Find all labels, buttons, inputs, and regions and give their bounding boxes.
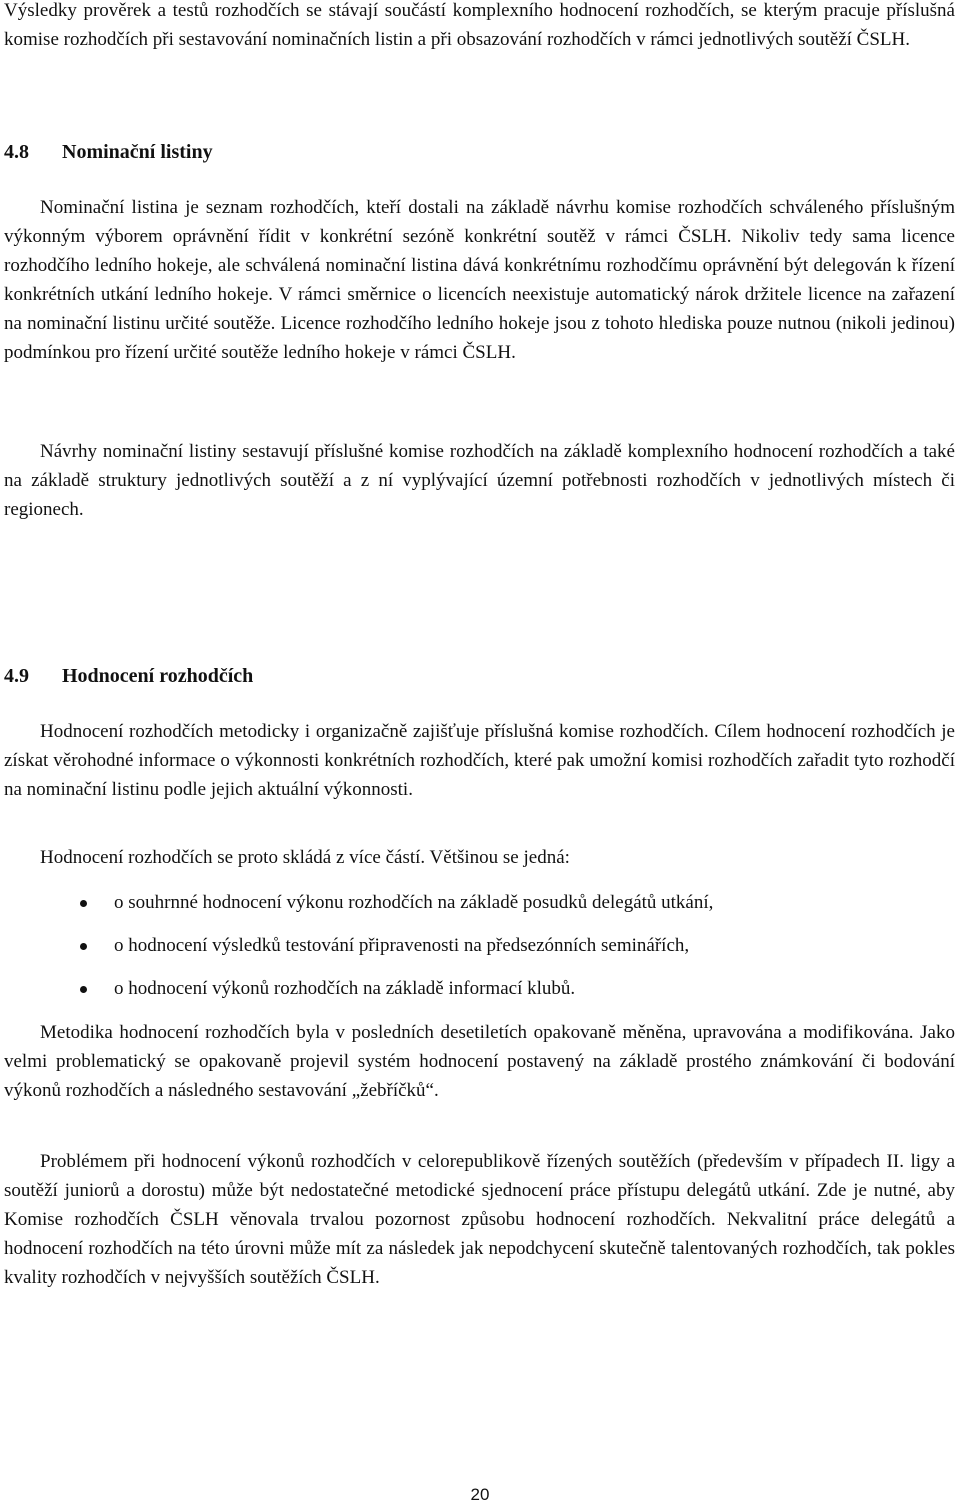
section-4-9-paragraph-2: Metodika hodnocení rozhodčích byla v posledních desetiletích opakovaně měněna, upravována a modifikována. Jako velmi problematický se opakovaně projevil systém hodnocení postavený na základě prostého známkování či bodování výkonů rozhodčích a následného sestavování „žebříčků“.: [4, 1022, 955, 1101]
intro-paragraph: Výsledky prověrek a testů rozhodčích se stávají součástí komplexního hodnocení rozhodčích, se kterým pracuje příslušná komise rozhodčích při sestavování nominačních listin a při obsazování rozhodčích v rámci jednotlivých soutěží ČSLH.: [4, 0, 955, 50]
list-item: [0, 974, 960, 1017]
evaluation-list: [0, 888, 960, 1017]
list-item-text: o souhrnné hodnocení výkonu rozhodčích na základě posudků delegátů utkání,: [114, 892, 714, 913]
bullet-icon: [80, 943, 87, 950]
section-4-9-title: Hodnocení rozhodčích: [62, 665, 254, 687]
section-4-8-number: 4.8: [4, 141, 29, 163]
list-intro: Hodnocení rozhodčích se proto skládá z více částí. Většinou se jedná:: [40, 847, 570, 868]
bullet-icon: [80, 986, 87, 993]
list-item: [0, 888, 960, 931]
page-number: 20: [470, 1485, 490, 1504]
list-item-text: o hodnocení výsledků testování připravenosti na předsezónních seminářích,: [114, 935, 690, 956]
section-4-8-paragraph-2: Návrhy nominační listiny sestavují příslušné komise rozhodčích na základě komplexního hodnocení rozhodčích a také na základě struktury jednotlivých soutěží a z ní vyplývající územní potřebnosti rozhodčích v jednotlivých místech či regionech.: [4, 441, 955, 520]
section-4-9-number: 4.9: [4, 665, 29, 687]
section-4-8-title: Nominační listiny: [62, 141, 213, 163]
section-4-8-heading: [4, 138, 213, 166]
section-4-9-heading: [4, 662, 253, 690]
bullet-icon: [80, 900, 87, 907]
list-item-text: o hodnocení výkonů rozhodčích na základě informací klubů.: [114, 978, 576, 999]
section-4-9-paragraph-3: Problémem při hodnocení výkonů rozhodčích v celorepublikově řízených soutěžích (především v případech II. ligy a soutěží juniorů a dorostu) může být nedostatečné metodické sjednocení práce přístupu delegátů utkání. Zde je nutné, aby Komise rozhodčích ČSLH věnovala trvalou pozornost způsobu hodnocení rozhodčích. Nekvalitní práce delegátů a hodnocení rozhodčích na této úrovni může mít za následek jak nepodchycení skutečně talentovaných rozhodčích, tak pokles kvality rozhodčích v nejvyšších soutěžích ČSLH.: [4, 1151, 955, 1288]
section-4-9-paragraph-1: Hodnocení rozhodčích metodicky i organizačně zajišťuje příslušná komise rozhodčích. Cílem hodnocení rozhodčích je získat věrohodné informace o výkonnosti konkrétních rozhodčích, které pak umožní komisi rozhodčích zařadit tyto rozhodčí na nominační listinu podle jejich aktuální výkonnosti.: [4, 721, 955, 800]
section-4-8-paragraph-1: Nominační listina je seznam rozhodčích, kteří dostali na základě návrhu komise rozhodčích schváleného příslušným výkonným výborem oprávnění řídit v konkrétní sezóně konkrétní soutěž v rámci ČSLH. Nikoliv tedy sama licence rozhodčího ledního hokeje, ale schválená nominační listina dává konkrétnímu rozhodčímu oprávnění být delegován k řízení konkrétních utkání ledního hokeje. V rámci směrnice o licencích neexistuje automatický nárok držitele licence na zařazení na nominační listinu určité soutěže. Licence rozhodčího ledního hokeje jsou z tohoto hlediska pouze nutnou (nikoli jedinou) podmínkou pro řízení určité soutěže ledního hokeje v rámci ČSLH.: [4, 197, 955, 363]
list-item: [0, 931, 960, 974]
